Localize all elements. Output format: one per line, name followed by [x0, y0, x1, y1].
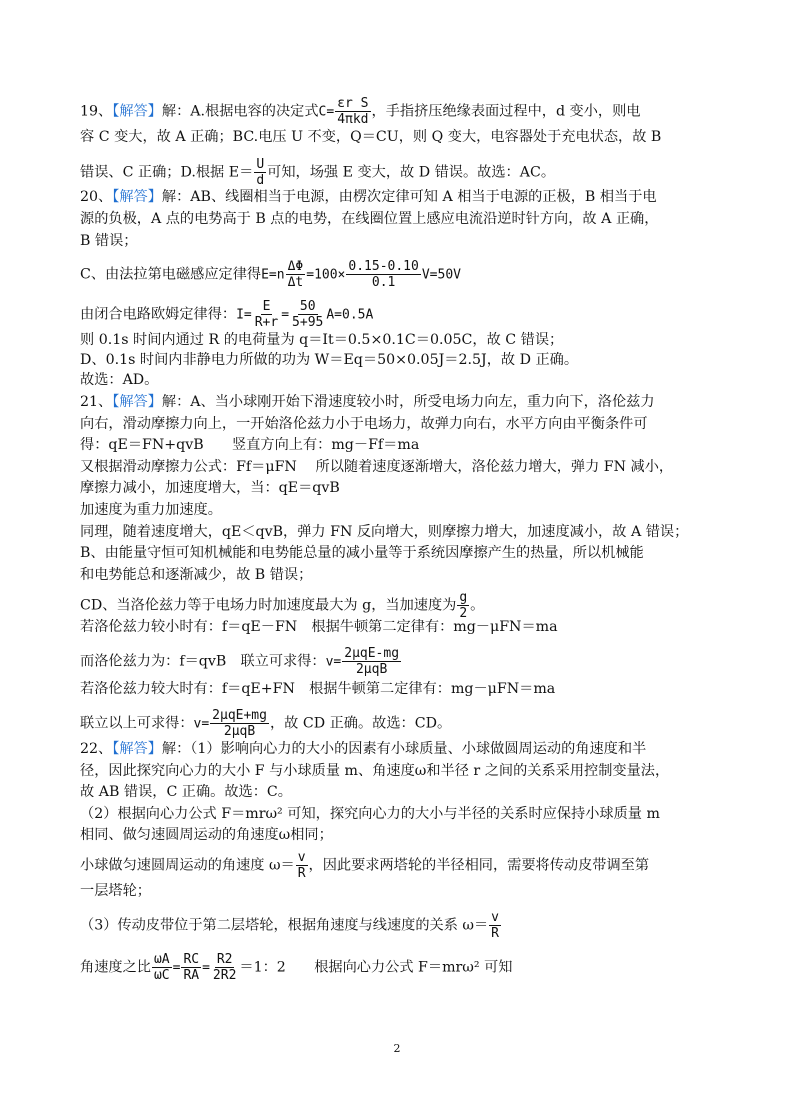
text-line: 相同、做匀速圆周运动的角速度ω相同；: [80, 827, 333, 843]
fraction: [181, 952, 201, 983]
text-line: 径，因此探究向心力的大小 F 与小球质量 m、角速度ω和半径 r 之间的关系采用控制变量法，: [80, 763, 670, 779]
text-line: 故 AB 错误，C 正确。故选：C。: [80, 784, 292, 800]
text-span: 。: [470, 597, 485, 614]
text-line: 源的负极，A 点的电势高于 B 点的电势，在线圈位置上感应电流沿逆时针方向，故 A 正确，: [80, 211, 659, 227]
text-span: 解：A.根据电容的决定式: [161, 103, 319, 120]
text-line: （2）根据向心力公式 F＝mrω² 可知，探究向心力的大小与半径的关系时应保持小球质量 m: [80, 806, 660, 822]
text-span: 解：AB、线圈相当于电源，由楞次定律可知 A 相当于电源的正极，B 相当于电: [161, 189, 657, 205]
formula: E=n: [261, 267, 285, 283]
text-line: [80, 299, 720, 330]
answer-tag: 【解答】: [112, 189, 162, 205]
denominator: 2: [459, 606, 468, 621]
text-line: [80, 708, 720, 739]
fraction: [286, 259, 306, 290]
text-line: [80, 188, 720, 206]
text-line: [80, 910, 720, 941]
denominator: 5+95: [292, 315, 324, 330]
numerator: 2μqE-mg: [344, 646, 400, 661]
formula: A=0.5A: [326, 307, 374, 323]
text-line: 若洛伦兹力较大时有：f＝qE+FN 根据牛顿第二定律有：mg－μFN＝ma: [80, 681, 556, 697]
denominator: R: [297, 866, 306, 881]
numerator: 50: [299, 299, 316, 314]
question-number: 20、: [80, 189, 113, 205]
text-span: 而洛伦兹力为：f＝qvB 联立可求得：: [80, 653, 326, 670]
text-line: 又根据滑动摩擦力公式：Ff＝μFN 所以随着速度逐渐增大，洛伦兹力增大，弹力 FN 减小，: [80, 459, 674, 475]
denominator: 2μqB: [355, 662, 388, 677]
text-line: [80, 646, 720, 677]
denominator: 4πkd: [337, 112, 369, 127]
denominator: Δt: [287, 275, 304, 290]
numerator: RC: [183, 952, 200, 967]
text-span: C、由法拉第电磁感应定律得: [80, 266, 262, 283]
formula: =: [202, 960, 210, 976]
formula: =: [281, 307, 290, 323]
numerator: v: [491, 910, 499, 925]
fraction: [457, 590, 469, 621]
numerator: E: [262, 299, 271, 314]
text-line: [80, 850, 720, 881]
text-span: ，故 CD 正确。故选：CD。: [269, 715, 452, 732]
numerator: ωA: [153, 952, 170, 967]
fraction: [342, 646, 401, 677]
text-line: [80, 952, 720, 983]
text-span: 小球做匀速圆周运动的角速度 ω＝: [80, 857, 295, 874]
fraction: [489, 910, 501, 941]
question-number: 22、: [80, 741, 113, 757]
answer-tag: 【解答】: [112, 103, 162, 120]
text-line: 向右，滑动摩擦力向上，一开始洛伦兹力小于电场力，故弹力向右，水平方向由平衡条件可: [80, 416, 648, 432]
fraction: [254, 157, 266, 188]
fraction: [290, 299, 325, 330]
text-span: 错误、C 正确；D.根据 E＝: [80, 164, 254, 181]
denominator: RA: [183, 968, 200, 983]
fraction: [253, 299, 280, 330]
fraction: [211, 952, 238, 983]
question-number: 19、: [80, 103, 113, 120]
text-line: 加速度为重力加速度。: [80, 502, 222, 518]
text-line: 若洛伦兹力较小时有：f＝qE－FN 根据牛顿第二定律有：mg－μFN＝ma: [80, 619, 558, 635]
fraction: [152, 952, 172, 983]
formula: C=: [318, 104, 335, 120]
formula: =100×: [306, 267, 346, 283]
text-line: 故选：AD。: [80, 372, 159, 388]
formula: v=: [325, 654, 342, 670]
text-line: 一层塔轮；: [80, 883, 151, 899]
denominator: 2μqB: [223, 724, 256, 739]
numerator: εr S: [337, 96, 369, 111]
text-span: ，因此要求两塔轮的半径相同，需要将传动皮带调至第: [308, 857, 650, 874]
text-line: 摩擦力减小，加速度增大，当：qE＝qvB: [80, 480, 340, 496]
denominator: 2R2: [212, 968, 237, 983]
text-line: D、0.1s 时间内非静电力所做的功为 W＝Eq＝50×0.05J＝2.5J，故 D 正确。: [80, 352, 579, 368]
text-line: [80, 740, 720, 758]
text-span: 解：（1）影响向心力的大小的因素有小球质量、小球做圆周运动的角速度和半: [161, 741, 647, 757]
numerator: 0.15-0.10: [348, 259, 419, 274]
text-span: 解：A、当小球刚开始下滑速度较小时，所受电场力向左，重力向下，洛伦兹力: [161, 394, 655, 410]
formula: V=50V: [421, 267, 461, 283]
formula: I=: [236, 307, 252, 323]
formula: v=: [193, 716, 210, 732]
fraction: [346, 259, 420, 290]
text-line: 则 0.1s 时间内通过 R 的电荷量为 q＝It＝0.5×0.1C＝0.05C，故 C 错误；: [80, 332, 564, 348]
text-line: [80, 590, 720, 621]
text-span: （3）传动皮带位于第二层塔轮，根据角速度与线速度的关系 ω＝: [80, 917, 489, 934]
fraction: [210, 708, 269, 739]
text-span: ＝1：2 根据向心力公式 F＝mrω² 可知: [239, 959, 513, 976]
page-number: 2: [393, 1042, 401, 1055]
denominator: d: [256, 173, 265, 188]
answer-tag: 【解答】: [112, 741, 162, 757]
text-span: 可知，场强 E 变大，故 D 错误。故选：AC。: [267, 164, 556, 181]
text-line: 得：qE＝FN+qvB 竖直方向上有：mg－Ff＝ma: [80, 437, 420, 453]
text-line: 容 C 变大，故 A 正确；BC.电压 U 不变，Q＝CU，则 Q 变大，电容器处于充电状态，故 B: [80, 129, 662, 145]
text-span: CD、当洛伦兹力等于电场力时加速度最大为 g，当加速度为: [80, 597, 457, 614]
text-line: [80, 96, 720, 127]
text-line: 和电势能总和逐渐减少，故 B 错误；: [80, 567, 313, 583]
text-line: [80, 259, 720, 290]
text-line: B 错误；: [80, 233, 138, 249]
numerator: v: [297, 850, 306, 865]
formula: =: [172, 960, 181, 976]
text-span: ，手指挤压绝缘表面过程中，d 变小，则电: [371, 103, 641, 120]
denominator: R+r: [254, 315, 279, 330]
fraction: [296, 850, 308, 881]
question-number: 21、: [80, 394, 113, 410]
text-line: 同理，随着速度增大，qE＜qvB，弹力 FN 反向增大，则摩擦力增大，加速度减小，故 A 错误；: [80, 524, 689, 540]
numerator: ΔΦ: [287, 259, 304, 274]
answer-tag: 【解答】: [112, 394, 162, 410]
text-span: 由闭合电路欧姆定律得：: [80, 306, 237, 323]
fraction: [335, 96, 370, 127]
text-line: [80, 393, 720, 411]
denominator: 0.1: [371, 275, 396, 290]
text-line: B、由能量守恒可知机械能和电势能总量的减小量等于系统因摩擦产生的热量，所以机械能: [80, 545, 644, 561]
text-line: [80, 157, 720, 188]
numerator: 2μqE+mg: [212, 708, 267, 723]
numerator: g: [459, 590, 468, 605]
text-span: 角速度之比: [80, 959, 151, 976]
numerator: R2: [216, 952, 233, 967]
numerator: U: [256, 157, 265, 172]
text-span: 联立以上可求得：: [80, 715, 194, 732]
denominator: ωC: [153, 968, 170, 983]
denominator: R: [491, 926, 499, 941]
